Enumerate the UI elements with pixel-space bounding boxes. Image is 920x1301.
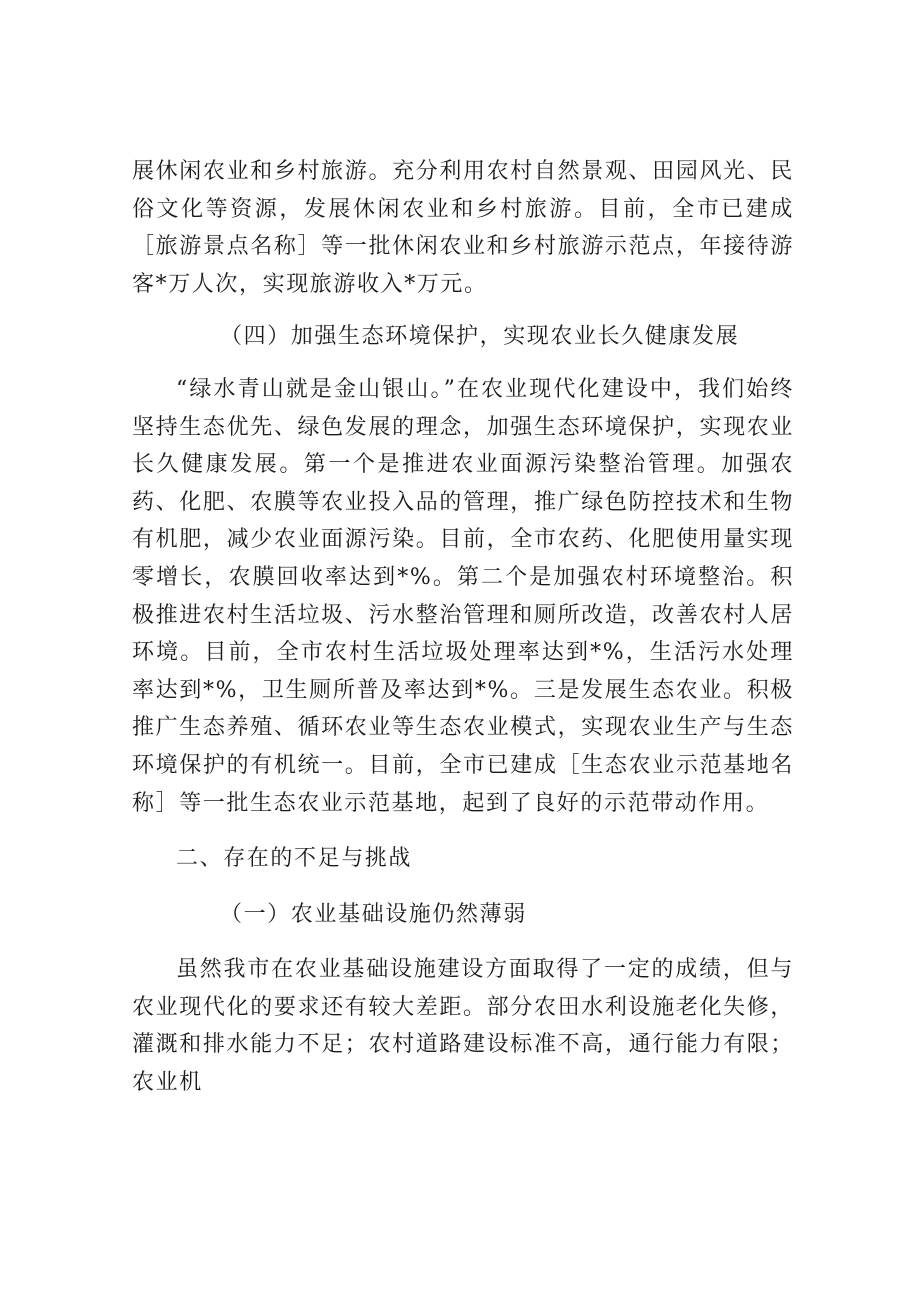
- paragraph-ecology: “绿水青山就是金山银山。”在农业现代化建设中，我们始终坚持生态优先、绿色发展的理念，加强生态环境保护，实现农业长久健康发展。第一个是推进农业面源污染整治管理。加强农药、化肥、农膜等农业投入品的管理，推广绿色防控技术和生物有机肥，减少农业面源污染。目前，全市农药、化肥使用量实现零增长，农膜回收率达到*%。第二个是加强农村环境整治。积极推进农村生活垃圾、污水整治管理和厕所改造，改善农村人居环境。目前，全市农村生活垃圾处理率达到*%，生活污水处理率达到*%，卫生厕所普及率达到*%。三是发展生态农业。积极推广生态养殖、循环农业等生态农业模式，实现农业生产与生态环境保护的有机统一。目前，全市已建成［生态农业示范基地名称］等一批生态农业示范基地，起到了良好的示范带动作用。: [132, 376, 794, 816]
- chapter-heading-challenges: 二、存在的不足与挑战: [176, 846, 413, 872]
- paragraph-infrastructure: 虽然我市在农业基础设施建设方面取得了一定的成绩，但与农业现代化的要求还有较大差距。部分农田水利设施老化失修，灌溉和排水能力不足；农村道路建设标准不高，通行能力有限；农业机: [132, 957, 794, 1096]
- section-heading-infrastructure: （一）农业基础设施仍然薄弱: [220, 901, 527, 927]
- section-heading-ecology: （四）加强生态环境保护，实现农业长久健康发展: [220, 324, 740, 350]
- document-body: [132, 153, 794, 1102]
- paragraph-leisure-agriculture: 展休闲农业和乡村旅游。充分利用农村自然景观、田园风光、民俗文化等资源，发展休闲农业和乡村旅游。目前，全市已建成［旅游景点名称］等一批休闲农业和乡村旅游示范点，年接待游客*万人次，实现旅游收入*万元。: [132, 159, 794, 297]
